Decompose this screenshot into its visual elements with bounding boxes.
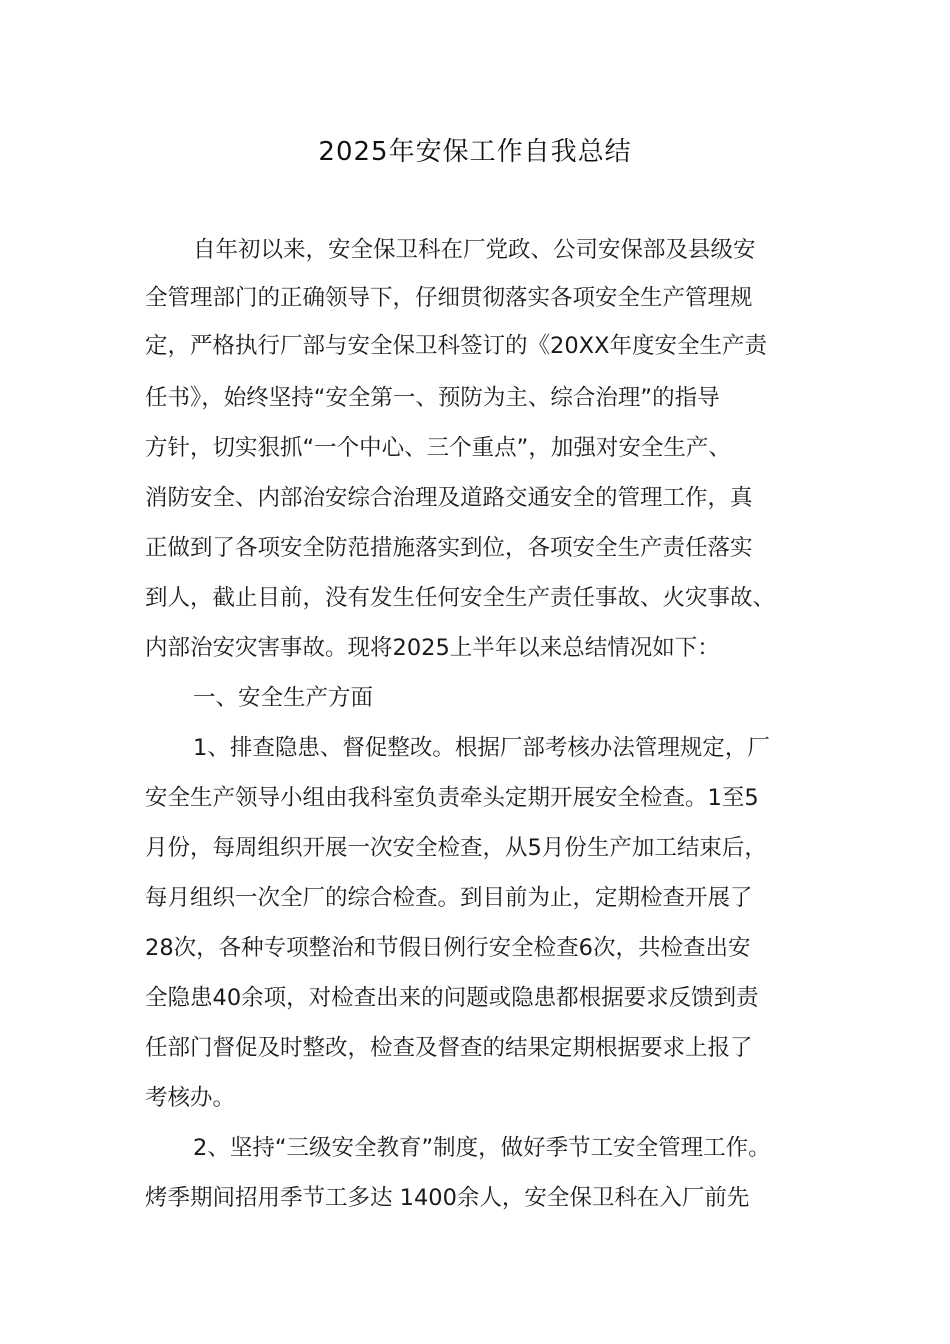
paragraph-line: 烤季期间招用季节工多达 1400余人，安全保卫科在入厂前先 <box>145 1185 750 1211</box>
paragraph-line: 自年初以来，安全保卫科在厂党政、公司安保部及县级安 <box>193 237 756 263</box>
paragraph-line: 考核办。 <box>145 1085 236 1111</box>
paragraph-line: 每月组织一次全厂的综合检查。到目前为止，定期检查开展了 <box>145 885 753 911</box>
document-title: 2025年安保工作自我总结 <box>318 137 632 167</box>
paragraph-line: 任书》，始终坚持“安全第一、预防为主、综合治理”的指导 <box>145 385 720 411</box>
paragraph-line: 定，严格执行厂部与安全保卫科签订的《20XX年度安全生产责 <box>145 333 767 359</box>
paragraph-line: 1、排查隐患、督促整改。根据厂部考核办法管理规定，厂 <box>193 735 770 761</box>
paragraph-line: 全管理部门的正确领导下，仔细贯彻落实各项安全生产管理规 <box>145 285 753 311</box>
paragraph-line: 安全生产领导小组由我科室负责牵头定期开展安全检查。1至5 <box>145 785 759 811</box>
paragraph-line: 方针，切实狠抓“一个中心、三个重点”，加强对安全生产、 <box>145 435 731 461</box>
paragraph-line: 内部治安灾害事故。现将2025上半年以来总结情况如下： <box>145 635 720 661</box>
paragraph-line: 全隐患40余项，对检查出来的问题或隐患都根据要求反馈到责 <box>145 985 759 1011</box>
paragraph-line: 消防安全、内部治安综合治理及道路交通安全的管理工作，真 <box>145 485 753 511</box>
paragraph-line: 任部门督促及时整改，检查及督查的结果定期根据要求上报了 <box>145 1035 753 1061</box>
section-heading: 一、安全生产方面 <box>193 685 374 711</box>
paragraph-line: 到人，截止目前，没有发生任何安全生产责任事故、火灾事故、 <box>145 585 776 611</box>
paragraph-line: 2、坚持“三级安全教育”制度，做好季节工安全管理工作。 <box>193 1135 771 1161</box>
paragraph-line: 28次，各种专项整治和节假日例行安全检查6次，共检查出安 <box>145 935 751 961</box>
paragraph-line: 正做到了各项安全防范措施落实到位，各项安全生产责任落实 <box>145 535 753 561</box>
paragraph-line: 月份，每周组织开展一次安全检查，从5月份生产加工结束后， <box>145 835 767 861</box>
